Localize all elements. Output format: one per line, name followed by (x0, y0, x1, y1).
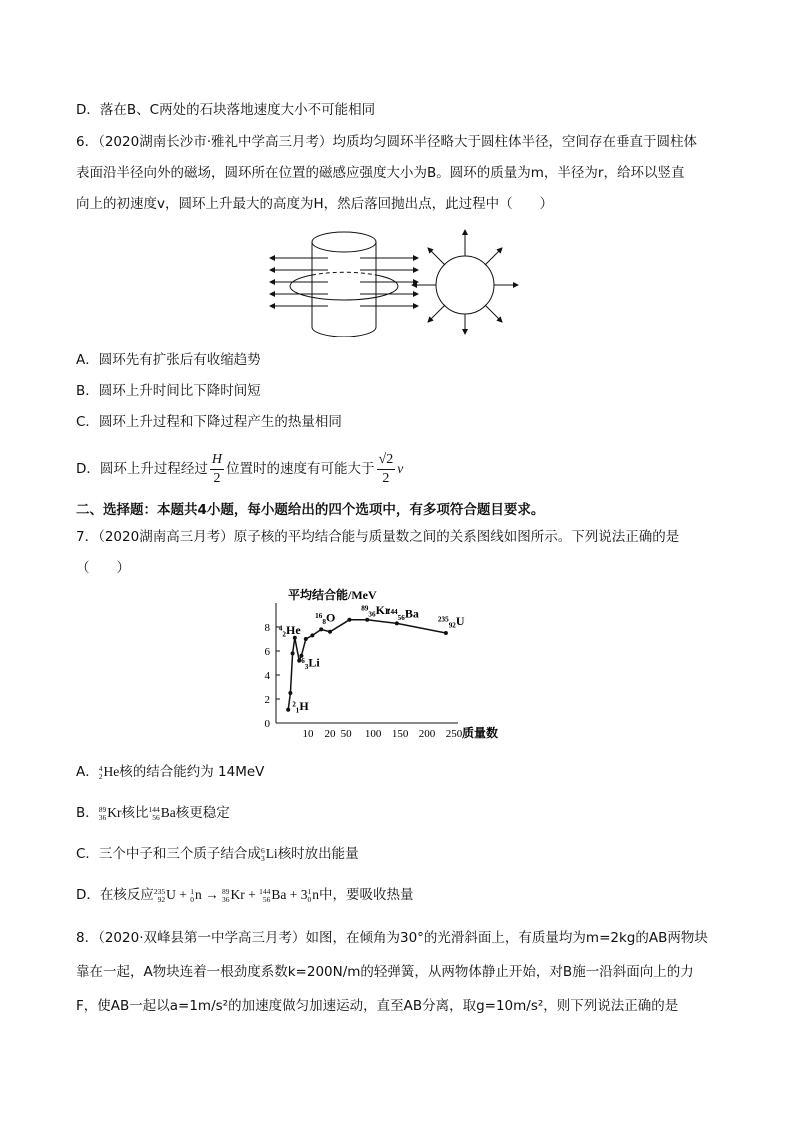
y-tick-label: 6 (264, 646, 270, 658)
q7-stem-line2: （ ） (76, 560, 130, 576)
frac2-num: √2 (377, 451, 396, 470)
q6-stem-line2: 表面沿半径向外的磁场，圆环所在位置的磁感应强度大小为B。圆环的质量为m，半径为r，给环以竖直 (76, 165, 685, 181)
q6-option-a: A．圆环先有扩张后有收缩趋势 (76, 352, 261, 368)
x-tick-label: 20 (324, 728, 336, 740)
nuclide-kr89: 89 36 Kr (98, 804, 122, 822)
q6-option-d (76, 450, 403, 488)
nuclide-label: ²₁H (292, 698, 309, 713)
q7-option-d (76, 885, 414, 905)
q7-option-a-post: 核的结合能约为 14MeV (119, 764, 265, 780)
nuclide-ba144: 144 56 Ba (148, 804, 176, 822)
x-tick-label: 50 (340, 728, 352, 740)
q8-stem-line3: F，使AB一起以a=1m/s²的加速度做匀加速运动，直至AB分离，取g=10m/s²，则下列说法正确的是 (76, 998, 679, 1014)
data-point (288, 691, 292, 695)
q6-option-b: B．圆环上升时间比下降时间短 (76, 383, 261, 399)
x-tick-label: 200 (418, 728, 436, 740)
fraction-h-over-2 (210, 451, 224, 488)
fraction-sqrt2-over-2 (377, 451, 396, 488)
data-point (444, 631, 448, 635)
top-view-diagram (412, 230, 518, 334)
data-point (347, 618, 351, 622)
q7-option-d-pre: D．在核反应 (76, 887, 154, 903)
q7-option-c-pre: C．三个中子和三个质子结合成 (76, 846, 261, 862)
frac2-den: 2 (382, 470, 390, 486)
chart-title: 平均结合能/MeV (288, 588, 377, 602)
nuclide-label: ⁶₃Li (301, 655, 320, 670)
q7-stem-line1: 7．（2020湖南高三月考）原子核的平均结合能与质量数之间的关系图线如图所示。下列说法正确的是 (76, 529, 680, 545)
nuclide-label: ¹⁶₈O (315, 610, 336, 625)
x-tick-label: 10 (302, 728, 314, 740)
x-tick-label: 250 (445, 728, 463, 740)
data-point (304, 637, 308, 641)
nuclide-label: ⁴₂He (278, 622, 301, 637)
cylinder-diagram (270, 232, 418, 337)
frac1-num: H (210, 451, 224, 470)
q6-option-c: C．圆环上升过程和下降过程产生的热量相同 (76, 414, 342, 430)
q6-figure (260, 222, 530, 337)
x-tick-label: 100 (364, 728, 382, 740)
nuclide-label: ²³⁵₉₂U (437, 614, 465, 628)
q6-option-d-mid: 位置时的速度有可能大于 (226, 461, 375, 477)
q6-stem-line1: 6．（2020湖南长沙市·雅礼中学高三月考）均质均匀圆环半径略大于圆柱体半径，空间存在垂直于圆柱体 (76, 134, 697, 150)
section-2-heading: 二、选择题：本题共4小题，每小题给出的四个选项中，有多项符合题目要求。 (76, 502, 545, 518)
data-point (286, 708, 290, 712)
q8-stem-line2: 靠在一起，A物块连着一根劲度系数k=200N/m的轻弹簧，从两物体静止开始，对B施一沿斜面向上的力 (76, 964, 694, 980)
data-point (310, 633, 314, 637)
q7-option-a-pre: A． (76, 764, 99, 780)
q7-option-c-post: 核时放出能量 (277, 846, 359, 862)
q7-option-b (76, 803, 230, 823)
q6-stem-line3: 向上的初速度v，圆环上升最大的高度为H，然后落回抛出点，此过程中（ ） (76, 196, 554, 212)
data-point (291, 651, 295, 655)
nuclide-label: ⁸⁹₃₆Kr (361, 602, 391, 617)
x-axis-label: 质量数 (462, 726, 499, 740)
frac1-den: 2 (213, 470, 221, 486)
q7-option-b-post: 核更稳定 (175, 805, 230, 821)
y-tick-label: 0 (264, 718, 270, 730)
q7-option-d-post: 中，要吸收热量 (319, 887, 414, 903)
q6-option-d-pre: D．圆环上升过程经过 (76, 461, 208, 477)
data-point (395, 621, 399, 625)
nuclear-reaction-equation: 235 92 U + 1 0 n → 89 36 Kr + 144 56 Ba + 3 1 0 n (153, 886, 320, 904)
binding-energy-chart (262, 585, 522, 745)
data-point (365, 618, 369, 622)
nuclide-label: ¹⁴⁴₅₆Ba (386, 606, 419, 621)
data-point (328, 630, 332, 634)
q7-option-b-mid: 核比 (121, 805, 149, 821)
frac2-var: v (397, 461, 404, 476)
q8-stem-line1: 8．（2020·双峰县第一中学高三月考）如图，在倾角为30°的光滑斜面上，有质量均为m=2kg的AB两物块 (76, 930, 708, 946)
nuclide-he4: 4 2 He (98, 763, 120, 781)
y-tick-label: 8 (264, 622, 270, 634)
y-tick-label: 2 (264, 694, 270, 706)
q7-option-c (76, 844, 359, 864)
y-tick-label: 4 (264, 670, 270, 682)
q7-option-a (76, 762, 264, 782)
q5-option-d: D．落在B、C两处的石块落地速度大小不可能相同 (76, 102, 376, 118)
nuclide-li6: 6 3 Li (260, 845, 278, 863)
data-point (319, 627, 323, 631)
x-tick-label: 150 (391, 728, 409, 740)
q7-option-b-pre: B． (76, 805, 99, 821)
